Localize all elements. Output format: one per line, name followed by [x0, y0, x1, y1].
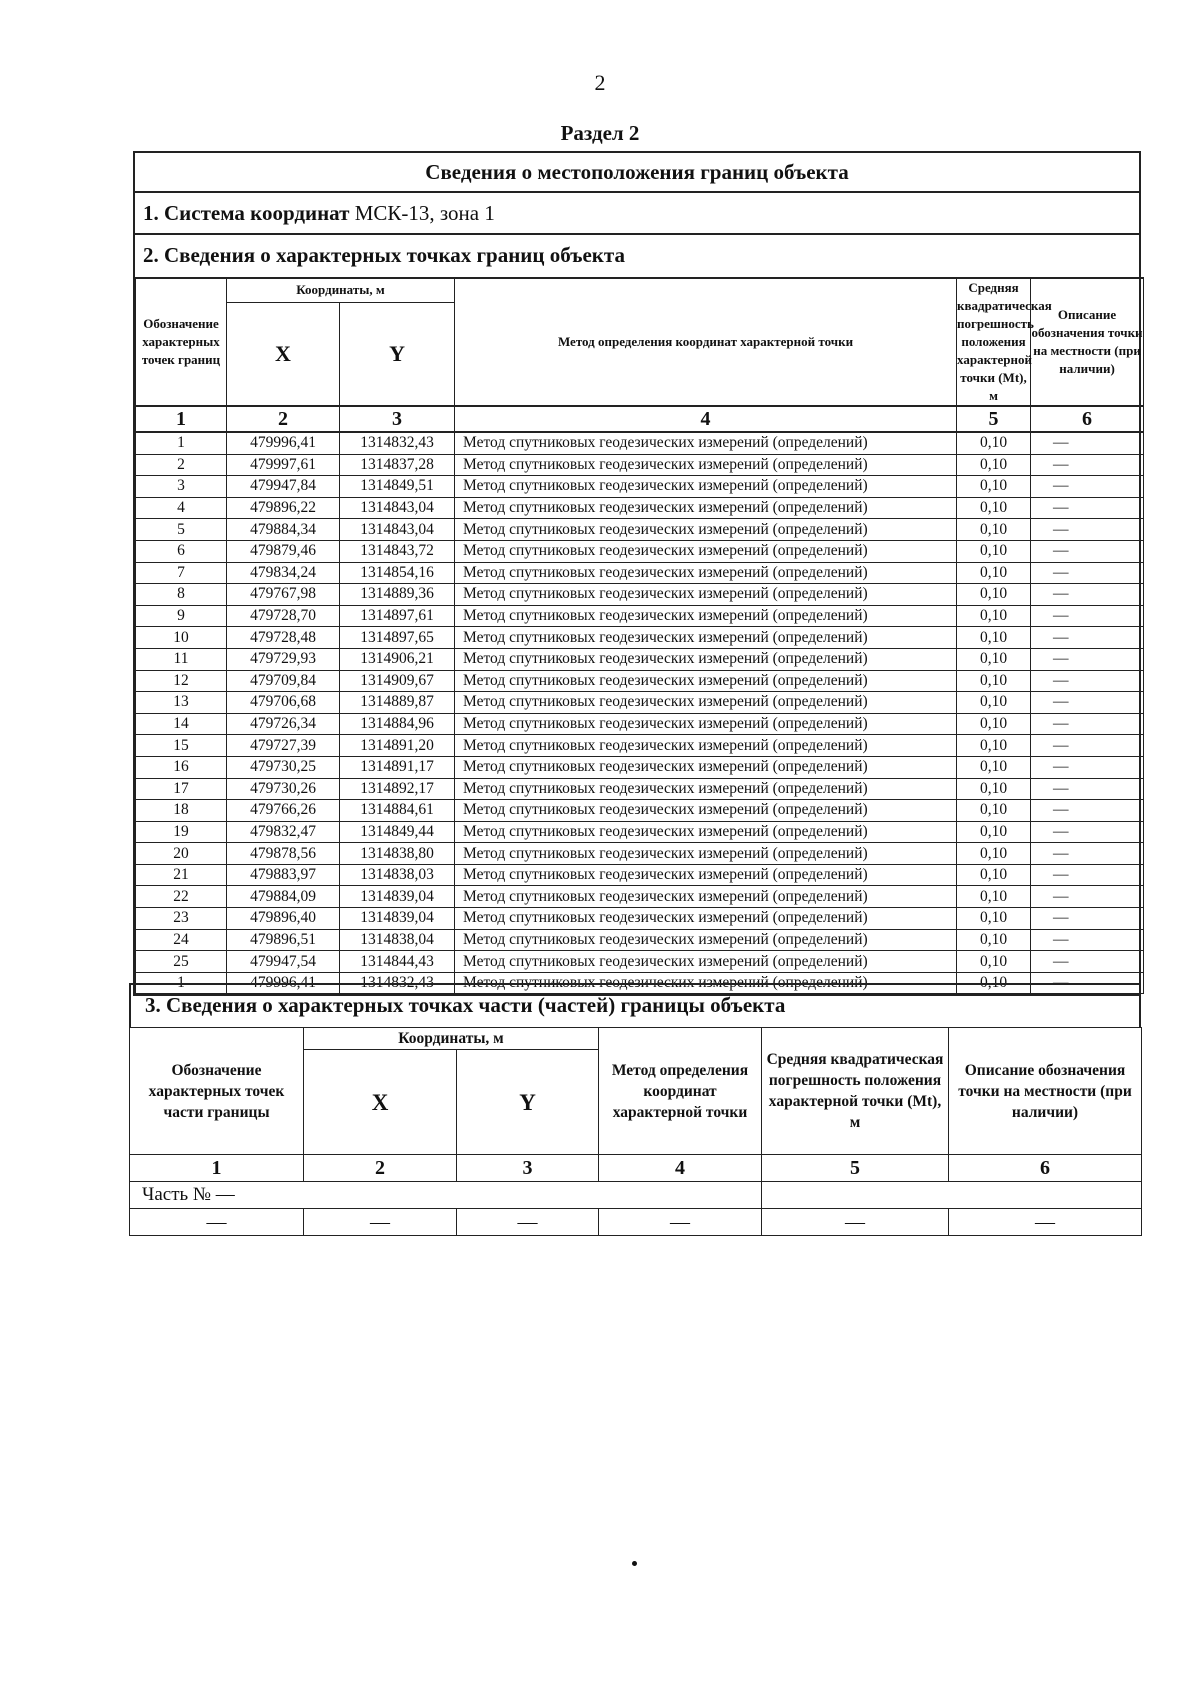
cell-description: — [1031, 908, 1144, 930]
cell-description: — [1031, 864, 1144, 886]
stray-dot [632, 1561, 637, 1566]
cell-error: 0,10 [957, 670, 1031, 692]
table-row [136, 778, 1144, 800]
table-row [136, 476, 1144, 498]
section2-title: 2. Сведения о характерных точках границ объекта [143, 243, 625, 267]
cell-error: 0,10 [957, 713, 1031, 735]
header-x: X [227, 302, 340, 406]
part-points-table [129, 1027, 1142, 1236]
header-coordinates: Координаты, м [304, 1028, 599, 1050]
header-x: X [304, 1050, 457, 1155]
cell-error: 0,10 [957, 886, 1031, 908]
section-title: Раздел 2 [560, 121, 640, 145]
cell-method: Метод спутниковых геодезических измерений (определений) [455, 627, 957, 649]
cell-coord-y: 1314838,04 [340, 929, 455, 951]
cell-error: 0,10 [957, 432, 1031, 454]
cell-coord-x: 479996,41 [227, 432, 340, 454]
cell-coord-x: 479884,34 [227, 519, 340, 541]
cell-description: — [1031, 584, 1144, 606]
cell-point-number: 6 [136, 540, 227, 562]
cell-point-number: 24 [136, 929, 227, 951]
cell-coord-y: 1314849,44 [340, 821, 455, 843]
cell-error: 0,10 [957, 605, 1031, 627]
table-row [136, 821, 1144, 843]
cell-point-number: 21 [136, 864, 227, 886]
cell-method: Метод спутниковых геодезических измерений (определений) [455, 951, 957, 973]
cell-description: — [1031, 519, 1144, 541]
cell-point-number: 10 [136, 627, 227, 649]
table-row [136, 886, 1144, 908]
cell-point-number: 15 [136, 735, 227, 757]
cell-error: 0,10 [957, 735, 1031, 757]
cell-point-number: 14 [136, 713, 227, 735]
cell-error: 0,10 [957, 778, 1031, 800]
header-description: Описание обозначения точки на местности (при наличии) [949, 1028, 1142, 1155]
header-error: Средняя квадратическая погрешность положения характерной точки (Mt), м [957, 278, 1031, 406]
cell-coord-y: 1314832,43 [340, 432, 455, 454]
cell-coord-x: 479896,51 [227, 929, 340, 951]
table-row [136, 756, 1144, 778]
cell-error: 0,10 [957, 864, 1031, 886]
cell-coord-y: 1314906,21 [340, 648, 455, 670]
table-row [136, 648, 1144, 670]
cell-error: 0,10 [957, 497, 1031, 519]
boundary-info-block [133, 151, 1141, 996]
cell-coord-x: 479884,09 [227, 886, 340, 908]
cell-point-number: 17 [136, 778, 227, 800]
cell-dash: — [457, 1209, 599, 1236]
header-description: Описание обозначения точки на местности (при наличии) [1031, 278, 1144, 406]
table-row [136, 562, 1144, 584]
table-row [136, 432, 1144, 454]
cell-method: Метод спутниковых геодезических измерений (определений) [455, 821, 957, 843]
cell-method: Метод спутниковых геодезических измерений (определений) [455, 886, 957, 908]
table-row [136, 454, 1144, 476]
cell-method: Метод спутниковых геодезических измерений (определений) [455, 584, 957, 606]
cell-method: Метод спутниковых геодезических измерений (определений) [455, 908, 957, 930]
cell-coord-y: 1314884,96 [340, 713, 455, 735]
cell-coord-y: 1314843,04 [340, 497, 455, 519]
cell-method: Метод спутниковых геодезических измерений (определений) [455, 800, 957, 822]
cell-coord-y: 1314854,16 [340, 562, 455, 584]
cell-coord-x: 479706,68 [227, 692, 340, 714]
cell-method: Метод спутниковых геодезических измерений (определений) [455, 648, 957, 670]
table-row [130, 1209, 1142, 1236]
table-row [136, 864, 1144, 886]
cell-description: — [1031, 497, 1144, 519]
cell-description: — [1031, 670, 1144, 692]
column-number: 3 [457, 1155, 599, 1182]
cell-description: — [1031, 605, 1144, 627]
header-title: Сведения о местоположения границ объекта [135, 153, 1139, 193]
coordinate-system-label: 1. Система координат [143, 201, 350, 225]
cell-error: 0,10 [957, 562, 1031, 584]
part-label: Часть № — [130, 1182, 762, 1209]
table-row [136, 692, 1144, 714]
cell-point-number: 23 [136, 908, 227, 930]
cell-method: Метод спутниковых геодезических измерений (определений) [455, 713, 957, 735]
header-designation: Обозначение характерных точек границ [136, 278, 227, 406]
cell-coord-x: 479767,98 [227, 584, 340, 606]
cell-coord-y: 1314832,43 [340, 972, 455, 994]
cell-description: — [1031, 735, 1144, 757]
cell-coord-y: 1314839,04 [340, 886, 455, 908]
cell-coord-y: 1314889,36 [340, 584, 455, 606]
table-row [136, 605, 1144, 627]
column-number: 6 [1031, 406, 1144, 432]
cell-dash: — [304, 1209, 457, 1236]
cell-coord-x: 479728,70 [227, 605, 340, 627]
cell-dash: — [599, 1209, 762, 1236]
cell-method: Метод спутниковых геодезических измерений (определений) [455, 562, 957, 584]
cell-coord-x: 479728,48 [227, 627, 340, 649]
cell-error: 0,10 [957, 821, 1031, 843]
cell-point-number: 20 [136, 843, 227, 865]
cell-error: 0,10 [957, 454, 1031, 476]
column-numbers-row [130, 1155, 1142, 1182]
header-y: Y [457, 1050, 599, 1155]
cell-error: 0,10 [957, 519, 1031, 541]
cell-description: — [1031, 756, 1144, 778]
cell-point-number: 11 [136, 648, 227, 670]
table-row [136, 843, 1144, 865]
cell-coord-x: 479996,41 [227, 972, 340, 994]
column-number: 4 [599, 1155, 762, 1182]
header-method: Метод определения координат характерной точки [599, 1028, 762, 1155]
cell-description: — [1031, 951, 1144, 973]
cell-error: 0,10 [957, 584, 1031, 606]
cell-coord-y: 1314843,72 [340, 540, 455, 562]
column-number: 4 [455, 406, 957, 432]
cell-description: — [1031, 886, 1144, 908]
part-empty [762, 1182, 1142, 1209]
cell-description: — [1031, 821, 1144, 843]
column-number: 2 [227, 406, 340, 432]
cell-coord-y: 1314849,51 [340, 476, 455, 498]
cell-coord-y: 1314837,28 [340, 454, 455, 476]
column-number: 1 [130, 1155, 304, 1182]
cell-dash: — [130, 1209, 304, 1236]
cell-coord-x: 479730,25 [227, 756, 340, 778]
cell-coord-y: 1314909,67 [340, 670, 455, 692]
cell-point-number: 8 [136, 584, 227, 606]
part-boundary-block [129, 983, 1141, 1236]
header-error: Средняя квадратическая погрешность положения характерной точки (Mt), м [762, 1028, 949, 1155]
cell-method: Метод спутниковых геодезических измерений (определений) [455, 454, 957, 476]
cell-point-number: 18 [136, 800, 227, 822]
cell-coord-x: 479729,93 [227, 648, 340, 670]
cell-point-number: 22 [136, 886, 227, 908]
cell-point-number: 9 [136, 605, 227, 627]
cell-point-number: 16 [136, 756, 227, 778]
cell-description: — [1031, 476, 1144, 498]
boundary-points-table [135, 277, 1144, 994]
cell-coord-x: 479709,84 [227, 670, 340, 692]
cell-method: Метод спутниковых геодезических измерений (определений) [455, 735, 957, 757]
table-row [136, 519, 1144, 541]
cell-point-number: 7 [136, 562, 227, 584]
cell-error: 0,10 [957, 648, 1031, 670]
cell-coord-x: 479947,54 [227, 951, 340, 973]
cell-description: — [1031, 929, 1144, 951]
cell-error: 0,10 [957, 476, 1031, 498]
cell-coord-x: 479727,39 [227, 735, 340, 757]
cell-coord-x: 479726,34 [227, 713, 340, 735]
cell-description: — [1031, 454, 1144, 476]
cell-method: Метод спутниковых геодезических измерений (определений) [455, 692, 957, 714]
cell-method: Метод спутниковых геодезических измерений (определений) [455, 519, 957, 541]
cell-point-number: 2 [136, 454, 227, 476]
table-row [136, 497, 1144, 519]
cell-coord-y: 1314884,61 [340, 800, 455, 822]
header-y: Y [340, 302, 455, 406]
coordinate-system-value: МСК-13, зона 1 [354, 201, 495, 225]
cell-method: Метод спутниковых геодезических измерений (определений) [455, 843, 957, 865]
cell-point-number: 1 [136, 432, 227, 454]
header-designation: Обозначение характерных точек части границы [130, 1028, 304, 1155]
cell-coord-x: 479997,61 [227, 454, 340, 476]
cell-description: — [1031, 692, 1144, 714]
cell-point-number: 13 [136, 692, 227, 714]
column-number: 5 [957, 406, 1031, 432]
cell-coord-y: 1314897,61 [340, 605, 455, 627]
cell-point-number: 5 [136, 519, 227, 541]
cell-coord-x: 479832,47 [227, 821, 340, 843]
cell-error: 0,10 [957, 843, 1031, 865]
cell-coord-x: 479730,26 [227, 778, 340, 800]
column-number: 2 [304, 1155, 457, 1182]
column-number: 5 [762, 1155, 949, 1182]
cell-method: Метод спутниковых геодезических измерений (определений) [455, 778, 957, 800]
cell-error: 0,10 [957, 800, 1031, 822]
cell-description: — [1031, 800, 1144, 822]
cell-point-number: 12 [136, 670, 227, 692]
cell-point-number: 1 [136, 972, 227, 994]
column-number: 3 [340, 406, 455, 432]
cell-coord-y: 1314891,20 [340, 735, 455, 757]
cell-method: Метод спутниковых геодезических измерений (определений) [455, 605, 957, 627]
cell-coord-y: 1314889,87 [340, 692, 455, 714]
table-row [136, 951, 1144, 973]
cell-error: 0,10 [957, 627, 1031, 649]
cell-description: — [1031, 562, 1144, 584]
column-numbers-row [136, 406, 1144, 432]
cell-point-number: 19 [136, 821, 227, 843]
cell-coord-y: 1314844,43 [340, 951, 455, 973]
table-row [136, 627, 1144, 649]
header-method: Метод определения координат характерной точки [455, 278, 957, 406]
table-row [136, 584, 1144, 606]
cell-dash: — [762, 1209, 949, 1236]
cell-coord-x: 479883,97 [227, 864, 340, 886]
cell-description: — [1031, 843, 1144, 865]
cell-coord-x: 479879,46 [227, 540, 340, 562]
cell-description: — [1031, 778, 1144, 800]
table-row [136, 908, 1144, 930]
cell-coord-y: 1314838,03 [340, 864, 455, 886]
cell-description: — [1031, 972, 1144, 994]
cell-method: Метод спутниковых геодезических измерений (определений) [455, 476, 957, 498]
cell-error: 0,10 [957, 540, 1031, 562]
table-row [136, 670, 1144, 692]
header-coordinates: Координаты, м [227, 278, 455, 302]
cell-coord-x: 479834,24 [227, 562, 340, 584]
cell-point-number: 4 [136, 497, 227, 519]
cell-coord-x: 479896,22 [227, 497, 340, 519]
cell-description: — [1031, 432, 1144, 454]
page-number: 2 [594, 70, 606, 95]
cell-error: 0,10 [957, 951, 1031, 973]
table-row [136, 735, 1144, 757]
cell-description: — [1031, 540, 1144, 562]
cell-error: 0,10 [957, 692, 1031, 714]
cell-method: Метод спутниковых геодезических измерений (определений) [455, 756, 957, 778]
cell-coord-x: 479947,84 [227, 476, 340, 498]
cell-coord-y: 1314839,04 [340, 908, 455, 930]
cell-point-number: 3 [136, 476, 227, 498]
cell-method: Метод спутниковых геодезических измерений (определений) [455, 864, 957, 886]
table-row [136, 929, 1144, 951]
cell-error: 0,10 [957, 908, 1031, 930]
column-number: 6 [949, 1155, 1142, 1182]
cell-point-number: 25 [136, 951, 227, 973]
cell-coord-y: 1314897,65 [340, 627, 455, 649]
cell-coord-y: 1314843,04 [340, 519, 455, 541]
cell-method: Метод спутниковых геодезических измерений (определений) [455, 929, 957, 951]
column-number: 1 [136, 406, 227, 432]
cell-description: — [1031, 627, 1144, 649]
cell-coord-x: 479766,26 [227, 800, 340, 822]
cell-coord-y: 1314892,17 [340, 778, 455, 800]
cell-error: 0,10 [957, 929, 1031, 951]
cell-coord-y: 1314838,80 [340, 843, 455, 865]
cell-description: — [1031, 713, 1144, 735]
cell-coord-y: 1314891,17 [340, 756, 455, 778]
section3-title: 3. Сведения о характерных точках части (частей) границы объекта [129, 983, 1141, 1027]
cell-dash: — [949, 1209, 1142, 1236]
cell-error: 0,10 [957, 756, 1031, 778]
cell-method: Метод спутниковых геодезических измерений (определений) [455, 497, 957, 519]
cell-error: 0,10 [957, 972, 1031, 994]
coordinate-system [135, 193, 1139, 235]
table-row [136, 540, 1144, 562]
part-row [130, 1182, 1142, 1209]
cell-coord-x: 479896,40 [227, 908, 340, 930]
table-row [136, 800, 1144, 822]
cell-method: Метод спутниковых геодезических измерений (определений) [455, 540, 957, 562]
cell-description: — [1031, 648, 1144, 670]
cell-method: Метод спутниковых геодезических измерений (определений) [455, 432, 957, 454]
cell-method: Метод спутниковых геодезических измерений (определений) [455, 670, 957, 692]
cell-coord-x: 479878,56 [227, 843, 340, 865]
cell-method: Метод спутниковых геодезических измерений (определений) [455, 972, 957, 994]
table-row [136, 713, 1144, 735]
